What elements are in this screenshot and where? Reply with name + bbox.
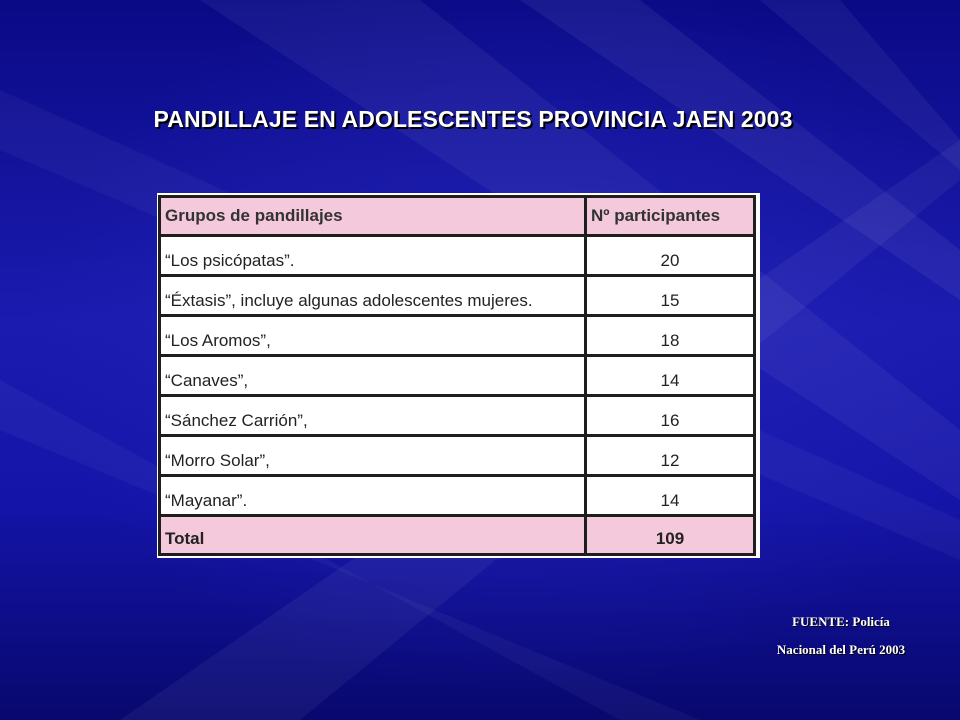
table-row — [160, 276, 755, 316]
participants-count: 14 — [586, 356, 755, 396]
participants-count: 18 — [586, 316, 755, 356]
participants-count: 20 — [586, 236, 755, 276]
gang-table — [158, 195, 756, 556]
table-total-row — [160, 516, 755, 555]
group-name: “Morro Solar”, — [160, 436, 586, 476]
gang-table-panel — [157, 193, 760, 558]
table-row — [160, 356, 755, 396]
group-name: “Sánchez Carrión”, — [160, 396, 586, 436]
total-value: 109 — [586, 516, 755, 555]
source-line-2: Nacional del Perú 2003 — [776, 642, 906, 657]
participants-count: 14 — [586, 476, 755, 516]
table-header-row — [160, 197, 755, 236]
table-row — [160, 396, 755, 436]
group-name: “Éxtasis”, incluye algunas adolescentes mujeres. — [160, 276, 586, 316]
header-group: Grupos de pandillajes — [160, 197, 586, 236]
participants-count: 16 — [586, 396, 755, 436]
participants-count: 15 — [586, 276, 755, 316]
table-row — [160, 316, 755, 356]
table-row — [160, 236, 755, 276]
table-row — [160, 436, 755, 476]
participants-count: 12 — [586, 436, 755, 476]
group-name: “Canaves”, — [160, 356, 586, 396]
group-name: “Los Aromos”, — [160, 316, 586, 356]
group-name: “Mayanar”. — [160, 476, 586, 516]
slide-title: PANDILLAJE EN ADOLESCENTES PROVINCIA JAEN 2003 — [153, 106, 793, 132]
group-name: “Los psicópatas”. — [160, 236, 586, 276]
source-line-1: FUENTE: Policía — [792, 614, 890, 629]
header-participants: Nº participantes — [586, 197, 755, 236]
table-row — [160, 476, 755, 516]
total-label: Total — [160, 516, 586, 555]
